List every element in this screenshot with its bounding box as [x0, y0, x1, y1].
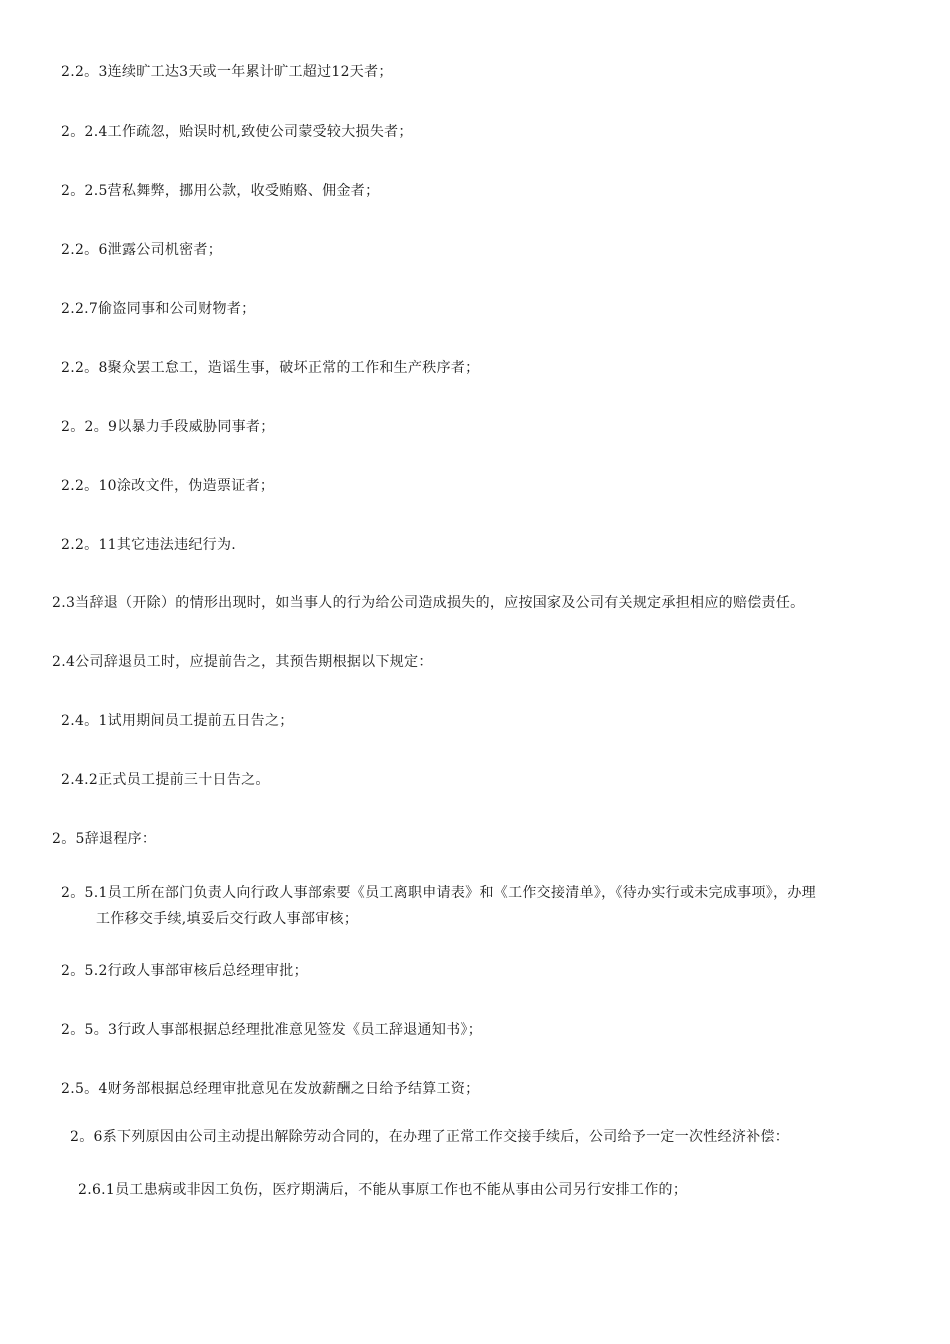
clause-2-2-9: 2。2。9以暴力手段威胁同事者； [61, 419, 275, 435]
clause-2-2-6: 2.2。6泄露公司机密者； [61, 242, 223, 258]
clause-2-2-3: 2.2。3连续旷工达3天或一年累计旷工超过12天者； [61, 64, 393, 80]
clause-2-2-7: 2.2.7偷盗同事和公司财物者； [61, 301, 256, 317]
clause-2-2-10: 2.2。10涂改文件，伪造票证者； [61, 478, 275, 494]
clause-2-5-4: 2.5。4财务部根据总经理审批意见在发放薪酬之日给予结算工资； [61, 1081, 480, 1097]
clause-2-5-2: 2。5.2行政人事部审核后总经理审批； [61, 963, 308, 979]
clause-2-6: 2。6系下列原因由公司主动提出解除劳动合同的，在办理了正常工作交接手续后，公司给予一定一次性经济补偿： [70, 1129, 790, 1145]
clause-2-4-1: 2.4。1试用期间员工提前五日告之； [61, 713, 294, 729]
clause-2-6-1: 2.6.1员工患病或非因工负伤，医疗期满后，不能从事原工作也不能从事由公司另行安排工作的； [78, 1182, 688, 1198]
clause-2-4-2: 2.4.2正式员工提前三十日告之。 [61, 772, 270, 788]
clause-2-3: 2.3当辞退（开除）的情形出现时，如当事人的行为给公司造成损失的，应按国家及公司有关规定承担相应的赔偿责任。 [52, 595, 805, 611]
clause-2-5: 2。5辞退程序： [52, 831, 157, 847]
clause-2-5-1: 2。5.1员工所在部门负责人向行政人事部索要《员工离职申请表》和《工作交接清单》，《待办实行或未完成事项》，办理 [61, 885, 816, 901]
clause-2-2-4: 2。2.4工作疏忽，贻误时机,致使公司蒙受较大损失者； [61, 124, 413, 140]
clause-2-4: 2.4公司辞退员工时，应提前告之，其预告期根据以下规定： [52, 654, 433, 670]
clause-2-5-3: 2。5。3行政人事部根据总经理批准意见签发《员工辞退通知书》； [61, 1022, 483, 1038]
clause-2-2-11: 2.2。11其它违法违纪行为. [61, 537, 237, 553]
clause-2-5-1-continued: 工作移交手续,填妥后交行政人事部审核； [96, 911, 359, 927]
clause-2-2-5: 2。2.5营私舞弊，挪用公款，收受贿赂、佣金者； [61, 183, 380, 199]
clause-2-2-8: 2.2。8聚众罢工怠工，造谣生事，破坏正常的工作和生产秩序者； [61, 360, 480, 376]
